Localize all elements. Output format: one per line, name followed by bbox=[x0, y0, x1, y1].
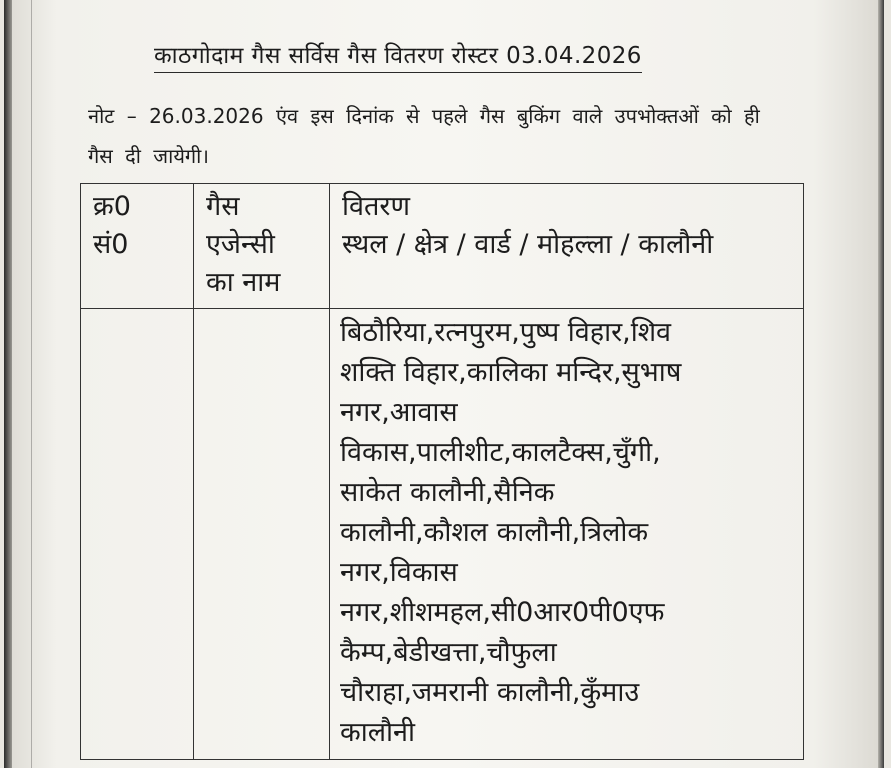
cell-agency bbox=[194, 309, 330, 760]
area-line: विकास,पालीशीट,कालटैक्स,चुँगी, bbox=[340, 437, 661, 468]
area-line: नगर,विकास bbox=[340, 557, 458, 588]
page-shadow-right bbox=[878, 0, 884, 768]
header-serial bbox=[81, 184, 194, 309]
cell-area bbox=[330, 309, 804, 760]
table-header-row bbox=[81, 184, 804, 309]
header-agency-line: गैस bbox=[206, 191, 240, 222]
cell-serial bbox=[81, 309, 194, 760]
document-page bbox=[4, 0, 884, 768]
page-fold-line bbox=[31, 0, 32, 768]
document-title: काठगोदाम गैस सर्विस गैस वितरण रोस्टर 03.04.2026 bbox=[154, 38, 642, 73]
area-line: कालौनी,कौशल कालौनी,त्रिलोक bbox=[340, 517, 649, 548]
area-line: नगर,आवास bbox=[340, 397, 458, 428]
header-serial-line: क्र0 bbox=[93, 191, 131, 222]
area-line: नगर,शीशमहल,सी0आर0पी0एफ bbox=[340, 597, 665, 628]
area-line: कालौनी bbox=[340, 717, 416, 748]
roster-table bbox=[80, 183, 804, 760]
area-line: साकेत कालौनी,सैनिक bbox=[340, 477, 555, 508]
table-row bbox=[81, 309, 804, 760]
header-area-line: स्थल / क्षेत्र / वार्ड / मोहल्ला / कालौनी bbox=[342, 229, 714, 260]
page-shadow-left bbox=[4, 0, 12, 768]
area-line: शक्ति विहार,कालिका मन्दिर,सुभाष bbox=[340, 357, 682, 388]
header-agency-line: का नाम bbox=[206, 267, 281, 298]
header-serial-line: सं0 bbox=[93, 229, 129, 260]
document-note: नोट – 26.03.2026 एंव इस दिनांक से पहले गैस बुकिंग वाले उपभोक्तओं को ही गैस दी जायेगी। bbox=[88, 104, 760, 168]
header-area-line: वितरण bbox=[342, 191, 410, 222]
header-area bbox=[330, 184, 804, 309]
header-agency bbox=[194, 184, 330, 309]
header-agency-line: एजेन्सी bbox=[206, 229, 275, 260]
area-line: बिठौरिया,रत्नपुरम,पुष्प विहार,शिव bbox=[340, 317, 672, 348]
area-line: कैम्प,बेडीखत्ता,चौफुला bbox=[340, 637, 557, 668]
area-line: चौराहा,जमरानी कालौनी,कुँमाउ bbox=[340, 677, 640, 708]
